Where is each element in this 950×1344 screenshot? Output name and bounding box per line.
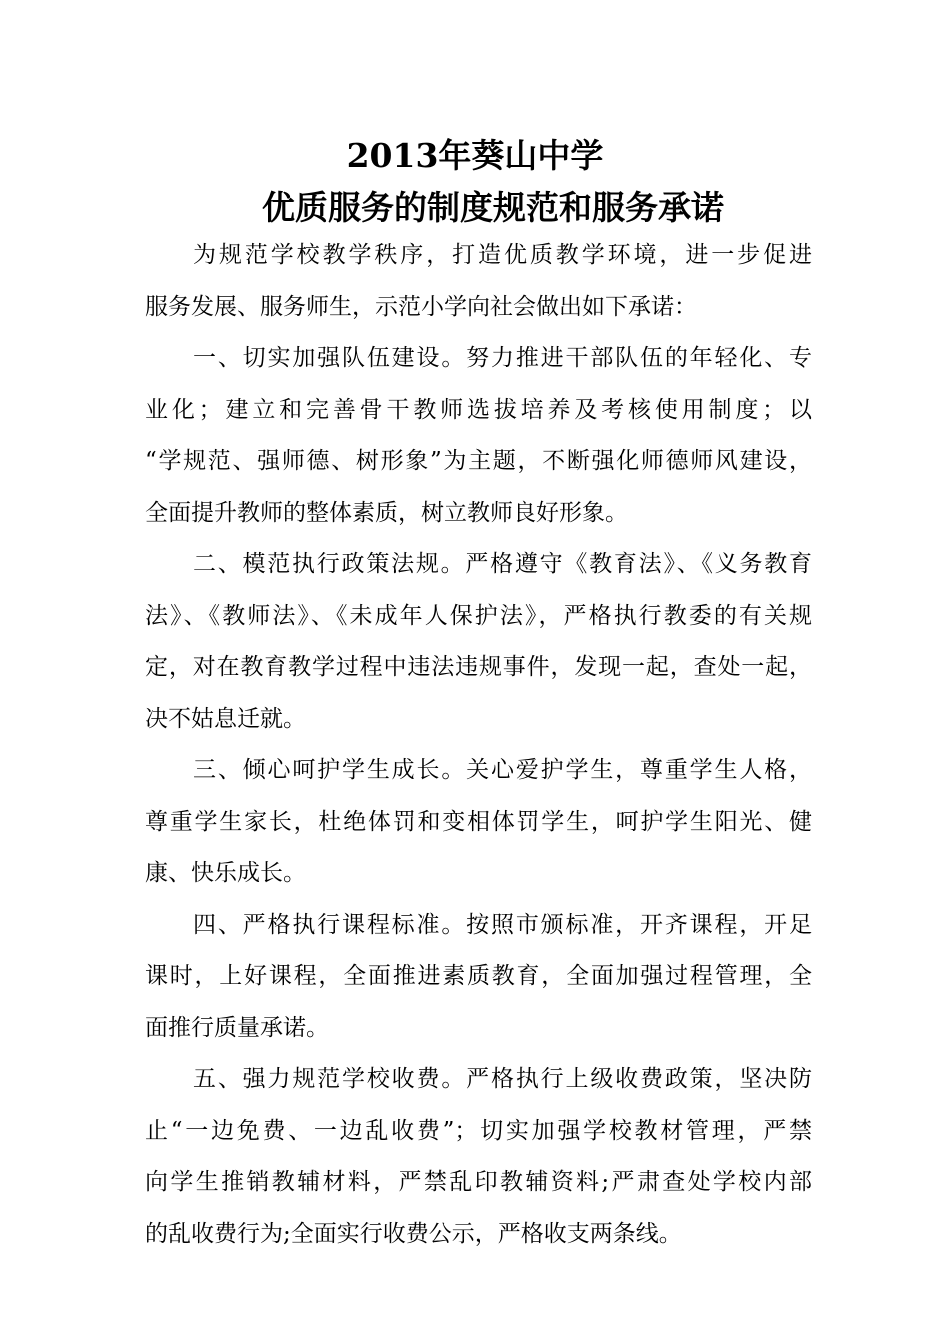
body-text-line: 课时，上好课程，全面推进素质教育，全面加强过程管理，全 — [145, 963, 812, 989]
body-text-line: 向学生推销教辅材料，严禁乱印教辅资料;严肃查处学校内部 — [145, 1169, 812, 1195]
body-text-line: 面推行质量承诺。 — [145, 1014, 329, 1041]
page-subtitle: 优质服务的制度规范和服务承诺 — [262, 188, 724, 227]
body-text-line: 三、倾心呵护学生成长。关心爱护学生，尊重学生人格， — [193, 757, 812, 783]
body-text-line: 二、模范执行政策法规。严格遵守《教育法》、《义务教育 — [193, 551, 812, 577]
body-text-line: 服务发展、服务师生，示范小学向社会做出如下承诺： — [145, 293, 697, 320]
body-text-line: “学规范、强师德、树形象”为主题，不断强化师德师风建设， — [145, 448, 812, 474]
body-text-line: 全面提升教师的整体素质，树立教师良好形象。 — [145, 499, 628, 526]
body-text-line: 四、严格执行课程标准。按照市颁标准，开齐课程，开足 — [193, 911, 812, 938]
body-text-line: 法》、《教师法》、《未成年人保护法》，严格执行教委的有关规 — [145, 602, 812, 629]
body-text-line: 定，对在教育教学过程中违法违规事件，发现一起，查处一起， — [145, 654, 812, 680]
document-body — [145, 230, 812, 1260]
body-text-line: 尊重学生家长，杜绝体罚和变相体罚学生，呵护学生阳光、健 — [145, 808, 812, 835]
body-text-line: 止“一边免费、一边乱收费”；切实加强学校教材管理，严禁 — [145, 1117, 812, 1144]
body-text-line: 为规范学校教学秩序，打造优质教学环境，进一步促进 — [193, 242, 812, 268]
page-title: 2013年葵山中学 — [346, 136, 604, 175]
body-text-line: 业化；建立和完善骨干教师选拔培养及考核使用制度；以 — [145, 396, 812, 423]
body-text-line: 决不姑息迁就。 — [145, 705, 306, 732]
body-text-line: 一、切实加强队伍建设。努力推进干部队伍的年轻化、专 — [193, 345, 812, 371]
body-text-line: 的乱收费行为;全面实行收费公示，严格收支两条线。 — [145, 1220, 682, 1247]
body-text-line: 康、快乐成长。 — [145, 860, 306, 886]
body-text-line: 五、强力规范学校收费。严格执行上级收费政策，坚决防 — [193, 1066, 812, 1092]
